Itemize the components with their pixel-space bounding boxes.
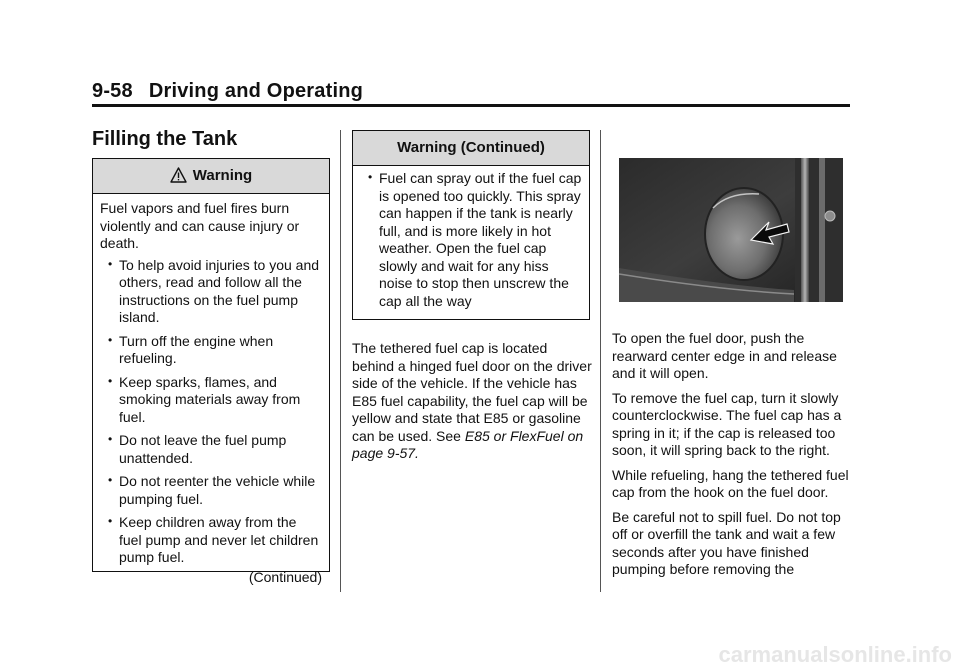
fuel-door-image xyxy=(619,158,843,302)
list-item: • Do not reenter the vehicle while pumping fuel. xyxy=(100,473,322,508)
list-item: • Do not leave the fuel pump unattended. xyxy=(100,432,322,467)
warning-continued-header: Warning (Continued) xyxy=(353,131,589,166)
fuel-door-illustration xyxy=(619,158,843,302)
warning-box xyxy=(92,158,330,585)
page-header xyxy=(92,80,363,103)
column-3-text xyxy=(612,330,852,586)
paragraph-text: The tethered fuel cap is located behind a hinged fuel door on the driver side of the vehicle. If the vehicle has E85 fuel capability, the fuel cap will be yellow and state that E85 or gasoline can be used. See xyxy=(352,340,592,444)
column-2-text xyxy=(352,340,592,470)
warning-continued-bullets xyxy=(360,170,582,310)
watermark: carmanualsonline.info xyxy=(718,642,952,667)
section-title: Driving and Operating xyxy=(148,80,364,102)
paragraph: While refueling, hang the tethered fuel cap from the hook on the fuel door. xyxy=(612,466,849,500)
warning-body xyxy=(93,194,329,594)
warning-bullets xyxy=(100,257,322,567)
warning-header xyxy=(93,159,329,194)
list-item: • To help avoid injuries to you and others, read and follow all the instructions on the fuel pump island. xyxy=(100,257,322,327)
cross-reference-link[interactable]: E85 or FlexFuel on page 9-57. xyxy=(352,427,584,461)
warning-continued-box xyxy=(352,130,590,320)
continued-label: (Continued) xyxy=(248,568,322,585)
list-item: • Turn off the engine when refueling. xyxy=(100,333,322,368)
column-divider xyxy=(340,130,341,592)
paragraph: To remove the fuel cap, turn it slowly counterclockwise. The fuel cap has a spring in it; if the cap is released too soon, it will spring back to the right. xyxy=(612,389,842,458)
warning-heading: Warning xyxy=(192,167,253,184)
warning-triangle-icon xyxy=(170,167,187,183)
column-divider xyxy=(600,130,601,592)
paragraph: Be careful not to spill fuel. Do not top off or overfill the tank and wait a few seconds after you have finished pumping before removing the xyxy=(612,508,841,577)
warning-intro: Fuel vapors and fuel fires burn violently and can cause injury or death. xyxy=(100,200,300,251)
list-item: • Keep sparks, flames, and smoking materials away from fuel. xyxy=(100,374,322,427)
page-title: Filling the Tank xyxy=(92,128,238,150)
page-number: 9-58 xyxy=(92,80,133,102)
list-item: • Keep children away from the fuel pump and never let children pump fuel. xyxy=(100,514,322,567)
list-item: • Fuel can spray out if the fuel cap is opened too quickly. This spray can happen if the tank is nearly full, and is more likely in hot weather. Open the fuel cap slowly and wait for any hiss noise to stop then unscrew the cap all the way xyxy=(360,170,582,310)
header-rule xyxy=(92,104,850,107)
paragraph: To open the fuel door, push the rearward center edge in and release and it will open. xyxy=(612,330,837,381)
warning-continued-body xyxy=(353,166,589,324)
paragraph xyxy=(352,340,592,463)
